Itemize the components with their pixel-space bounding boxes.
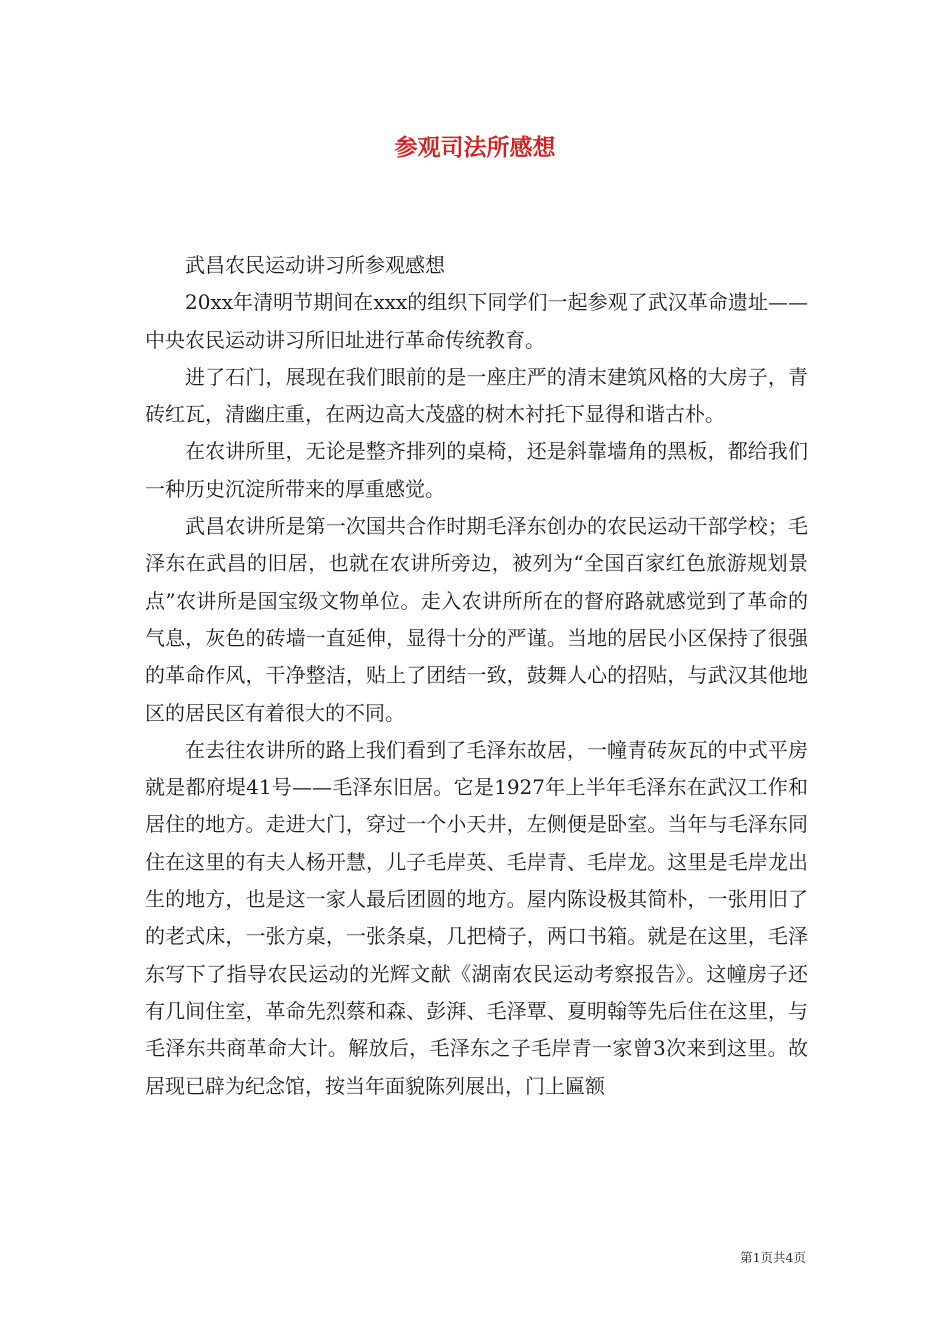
paragraph-heading: 武昌农民运动讲习所参观感想 [185,253,445,277]
page-number-footer: 第1页共4页 [740,1250,806,1265]
document-body [145,247,808,1105]
paragraph: 20xx年清明节期间在xxx的组织下同学们一起参观了武汉革命遗址——中央农民运动讲习所旧址进行革命传统教育。 [145,290,808,352]
document-title: 参观司法所感想 [394,135,556,161]
paragraph: 进了石门，展现在我们眼前的是一座庄严的清末建筑风格的大房子，青砖红瓦，清幽庄重，在两边高大茂盛的树木衬托下显得和谐古朴。 [145,364,808,427]
paragraph: 武昌农讲所是第一次国共合作时期毛泽东创办的农民运动干部学校；毛泽东在武昌的旧居，也就在农讲所旁边，被列为“全国百家红色旅游规划景点”农讲所是国宝级文物单位。走入农讲所所在的督府路就感觉到了革命的气息，灰色的砖墙一直延伸，显得十分的严谨。当地的居民小区保持了很强的革命作风，干净整洁，贴上了团结一致，鼓舞人心的招贴，与武汉其他地区的居民区有着很大的不同。 [145,514,808,725]
paragraph: 在去往农讲所的路上我们看到了毛泽东故居，一幢青砖灰瓦的中式平房就是都府堤41号——毛泽东旧居。它是1927年上半年毛泽东在武汉工作和居住的地方。走进大门，穿过一个小天井，左侧便是卧室。当年与毛泽东同住在这里的有夫人杨开慧，儿子毛岸英、毛岸青、毛岸龙。这里是毛岸龙出生的地方，也是这一家人最后团圆的地方。屋内陈设极其简朴，一张用旧了的老式床，一张方桌，一张条桌，几把椅子，两口书箱。就是在这里，毛泽东写下了指导农民运动的光辉文献《湖南农民运动考察报告》。这幢房子还有几间住室，革命先烈蔡和森、彭湃、毛泽覃、夏明翰等先后住在这里，与毛泽东共商革命大计。解放后，毛泽东之子毛岸青一家曾3次来到这里。故居现已辟为纪念馆，按当年面貌陈列展出，门上匾额 [145,737,808,1098]
paragraph: 在农讲所里，无论是整齐排列的桌椅，还是斜靠墙角的黑板，都给我们一种历史沉淀所带来的厚重感觉。 [145,439,808,501]
